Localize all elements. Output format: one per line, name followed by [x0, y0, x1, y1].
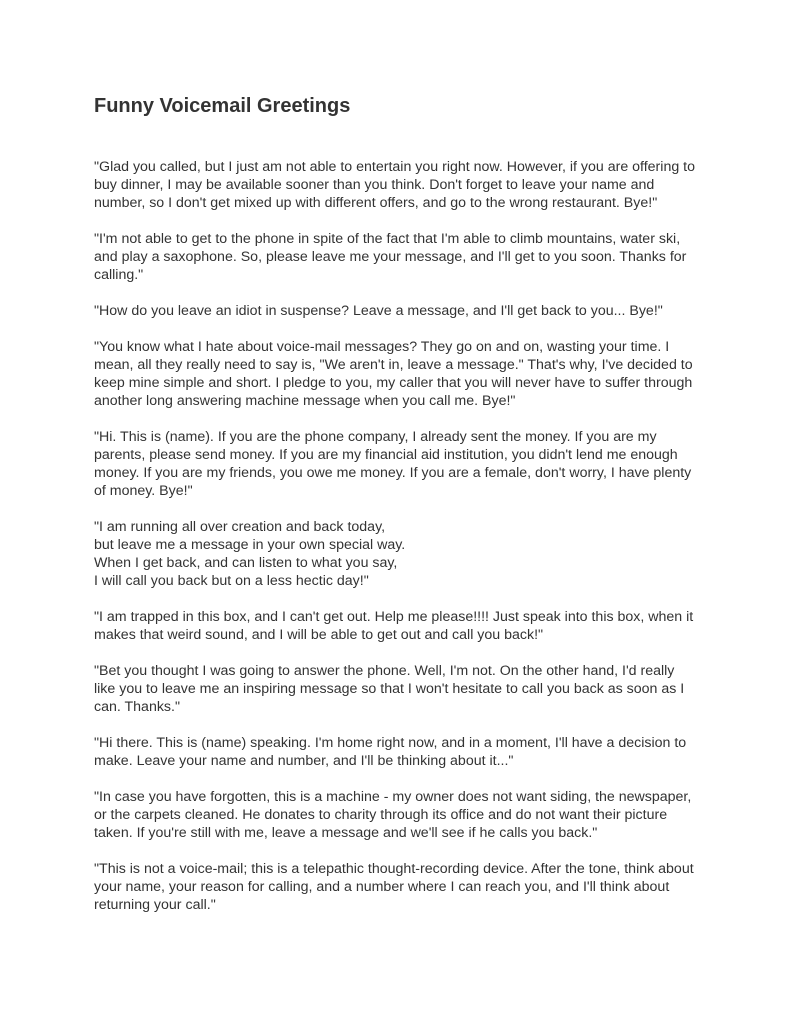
- paragraph-line: money. If you are my friends, you owe me money. If you are a female, don't worry, I have plenty: [94, 465, 692, 481]
- paragraph-line: or the carpets cleaned. He donates to charity through its office and do not want their picture: [94, 807, 668, 823]
- paragraph-line: like you to leave me an inspiring message so that I won't hesitate to call you back as soon as I: [94, 681, 685, 697]
- greeting-paragraph: [94, 608, 714, 644]
- paragraph-line: your name, your reason for calling, and a number where I can reach you, and I'll think about: [94, 879, 670, 895]
- paragraph-line: "In case you have forgotten, this is a machine - my owner does not want siding, the newspaper,: [94, 789, 692, 805]
- paragraph-line: number, so I don't get mixed up with different offers, and go to the wrong restaurant. Bye!": [94, 195, 658, 211]
- paragraph-line: taken. If you're still with me, leave a message and we'll see if he calls you back.": [94, 825, 598, 841]
- page-title: Funny Voicemail Greetings: [94, 95, 351, 117]
- paragraph-line: another long answering machine message when you call me. Bye!": [94, 393, 516, 409]
- greeting-paragraph: [94, 734, 714, 770]
- paragraph-line: calling.": [94, 267, 144, 283]
- paragraph-line: "Hi. This is (name). If you are the phone company, I already sent the money. If you are my: [94, 429, 657, 445]
- greeting-paragraph: [94, 518, 714, 590]
- paragraph-line: but leave me a message in your own special way.: [94, 537, 406, 553]
- greeting-paragraph: [94, 788, 714, 842]
- document-body: [94, 158, 714, 932]
- greeting-paragraph: [94, 860, 714, 914]
- paragraph-line: of money. Bye!": [94, 483, 193, 499]
- paragraph-line: make. Leave your name and number, and I'll be thinking about it...": [94, 753, 514, 769]
- greeting-paragraph: [94, 230, 714, 284]
- paragraph-line: "Glad you called, but I just am not able to entertain you right now. However, if you are offering to: [94, 159, 695, 175]
- paragraph-line: "Bet you thought I was going to answer the phone. Well, I'm not. On the other hand, I'd really: [94, 663, 675, 679]
- paragraph-line: can. Thanks.": [94, 699, 181, 715]
- greeting-paragraph: [94, 662, 714, 716]
- greeting-paragraph: [94, 428, 714, 500]
- paragraph-line: "You know what I hate about voice-mail messages? They go on and on, wasting your time. I: [94, 339, 670, 355]
- paragraph-line: keep mine simple and short. I pledge to you, my caller that you will never have to suffer through: [94, 375, 693, 391]
- paragraph-line: buy dinner, I may be available sooner than you think. Don't forget to leave your name and: [94, 177, 655, 193]
- greeting-paragraph: [94, 338, 714, 410]
- paragraph-line: "I am running all over creation and back today,: [94, 519, 386, 535]
- paragraph-line: returning your call.": [94, 897, 216, 913]
- paragraph-line: mean, all they really need to say is, "We aren't in, leave a message." That's why, I've decided to: [94, 357, 693, 373]
- paragraph-line: "I am trapped in this box, and I can't get out. Help me please!!!! Just speak into this box, when it: [94, 609, 694, 625]
- paragraph-line: makes that weird sound, and I will be able to get out and call you back!": [94, 627, 544, 643]
- paragraph-line: parents, please send money. If you are my financial aid institution, you didn't lend me enough: [94, 447, 678, 463]
- greeting-paragraph: [94, 302, 714, 320]
- greeting-paragraph: [94, 158, 714, 212]
- paragraph-line: "Hi there. This is (name) speaking. I'm home right now, and in a moment, I'll have a decision to: [94, 735, 687, 751]
- paragraph-line: and play a saxophone. So, please leave me your message, and I'll get to you soon. Thanks for: [94, 249, 687, 265]
- paragraph-line: "This is not a voice-mail; this is a telepathic thought-recording device. After the tone, think about: [94, 861, 694, 877]
- paragraph-line: "I'm not able to get to the phone in spite of the fact that I'm able to climb mountains, water ski,: [94, 231, 681, 247]
- paragraph-line: When I get back, and can listen to what you say,: [94, 555, 398, 571]
- paragraph-line: I will call you back but on a less hectic day!": [94, 573, 369, 589]
- paragraph-line: "How do you leave an idiot in suspense? Leave a message, and I'll get back to you... Bye!": [94, 303, 663, 319]
